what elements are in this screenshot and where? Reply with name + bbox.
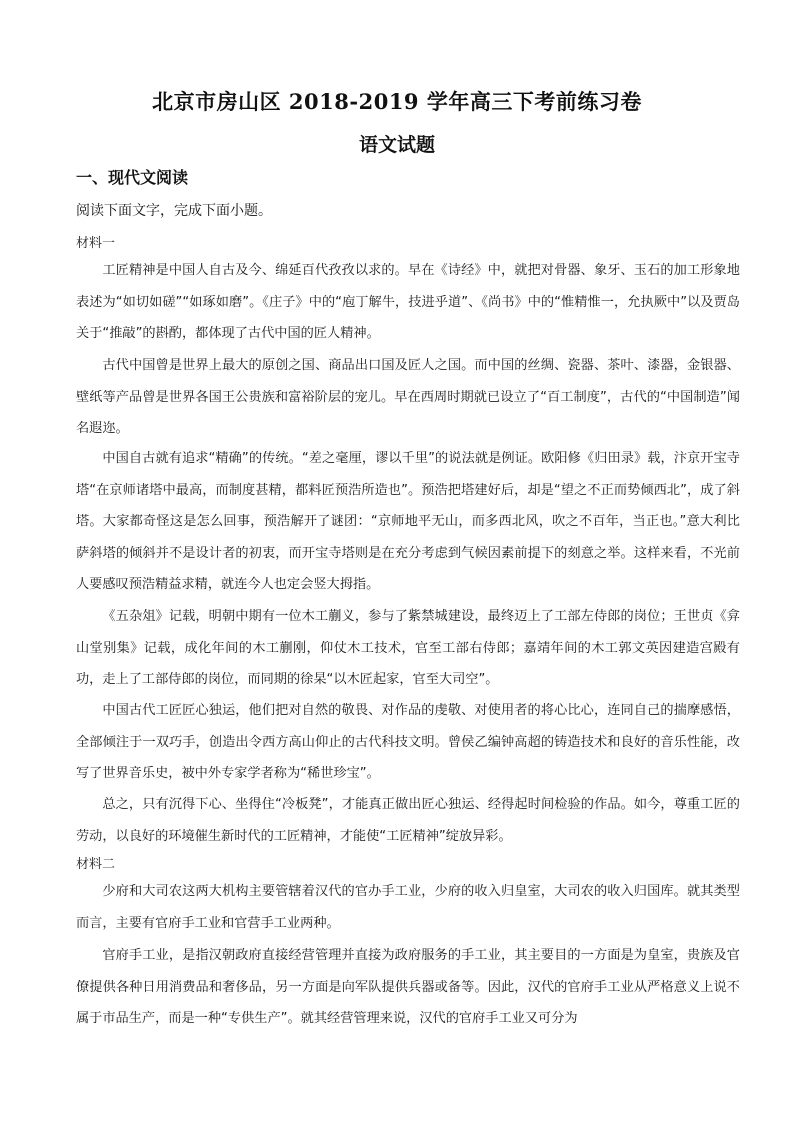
material-2-paragraph: 官府手工业，是指汉朝政府直接经营管理并直接为政府服务的手工业，其主要目的一方面是为皇室，贵族及官僚提供各种日用消费品和奢侈品，另一方面是向军队提供兵器或备等。因此，汉代的官府手工业从严格意义上说不属于市品生产，而是一种“专供生产”。就其经营管理来说，汉代的官府手工业又可分为: [76, 948, 740, 1026]
document-subtitle: 语文试题: [358, 134, 435, 156]
document-title: 北京市房山区 2018-2019 学年高三下考前练习卷: [152, 89, 642, 114]
reading-instruction: 阅读下面文字，完成下面小题。: [76, 203, 272, 219]
material-1-paragraph: 《五杂俎》记载，明朝中期有一位木工蒯义，参与了紫禁城建设，最终迈上了工部左侍郎的岗位；王世贞《弇山堂别集》记载，成化年间的木工蒯刚，仰仗木工技术，官至工部右侍郎；嘉靖年间的木工郭文英因建造宫殿有功，走上了工部侍郎的岗位，而同期的徐杲“以木匠起家，官至大司空”。: [76, 609, 740, 687]
material-1-paragraph: 中国自古就有追求“精确”的传统。“差之毫厘，谬以千里”的说法就是例证。欧阳修《归田录》载，汴京开宝寺塔“在京师诸塔中最高，而制度甚精，都料匠预浩所造也”。预浩把塔建好后，却是“望之不正而势倾西北”，成了斜塔。大家都奇怪这是怎么回事，预浩解开了谜团：“京师地平无山，而多西北风，吹之不百年，当正也。”意大利比萨斜塔的倾斜并不是设计者的初衷，而开宝寺塔则是在充分考虑到气候因素前提下的刻意之举。这样来看，不光前人要感叹预浩精益求精，就连今人也定会竖大拇指。: [76, 451, 740, 592]
material-2-paragraph: 少府和大司农这两大机构主要管辖着汉代的官办手工业，少府的收入归皇室，大司农的收入归国库。就其类型而言，主要有官府手工业和官营手工业两种。: [76, 884, 740, 931]
material-1-paragraph: 工匠精神是中国人自古及今、绵延百代孜孜以求的。早在《诗经》中，就把对骨器、象牙、玉石的加工形象地表述为“如切如磋”“如琢如磨”。《庄子》中的“庖丁解牛，技进乎道”、《尚书》中的“惟精惟一，允执厥中”以及贾岛关于“推敲”的斟酌，都体现了古代中国的匠人精神。: [76, 263, 740, 341]
material-2-label: 材料二: [76, 857, 116, 872]
material-1-paragraph: 总之，只有沉得下心、坐得住“冷板凳”，才能真正做出匠心独运、经得起时间检验的作品。如今，尊重工匠的劳动，以良好的环境催生新时代的工匠精神，才能使“工匠精神”绽放异彩。: [76, 797, 740, 844]
material-1-paragraph: 中国古代工匠匠心独运，他们把对自然的敬畏、对作品的虔敬、对使用者的将心比心，连同自己的揣摩感悟，全部倾注于一双巧手，创造出令西方高山仰止的古代科技文明。曾侯乙编钟高超的铸造技术和良好的音乐性能，改写了世界音乐史，被中外专家学者称为“稀世珍宝”。: [76, 703, 740, 781]
material-1-label: 材料一: [76, 236, 116, 251]
material-1-paragraph: 古代中国曾是世界上最大的原创之国、商品出口国及匠人之国。而中国的丝绸、瓷器、茶叶、漆器，金银器、壁纸等产品曾是世界各国王公贵族和富裕阶层的宠儿。早在西周时期就已设立了“百工制度”，古代的“中国制造”闻名遐迩。: [76, 358, 740, 436]
section-heading: 一、现代文阅读: [76, 168, 189, 187]
